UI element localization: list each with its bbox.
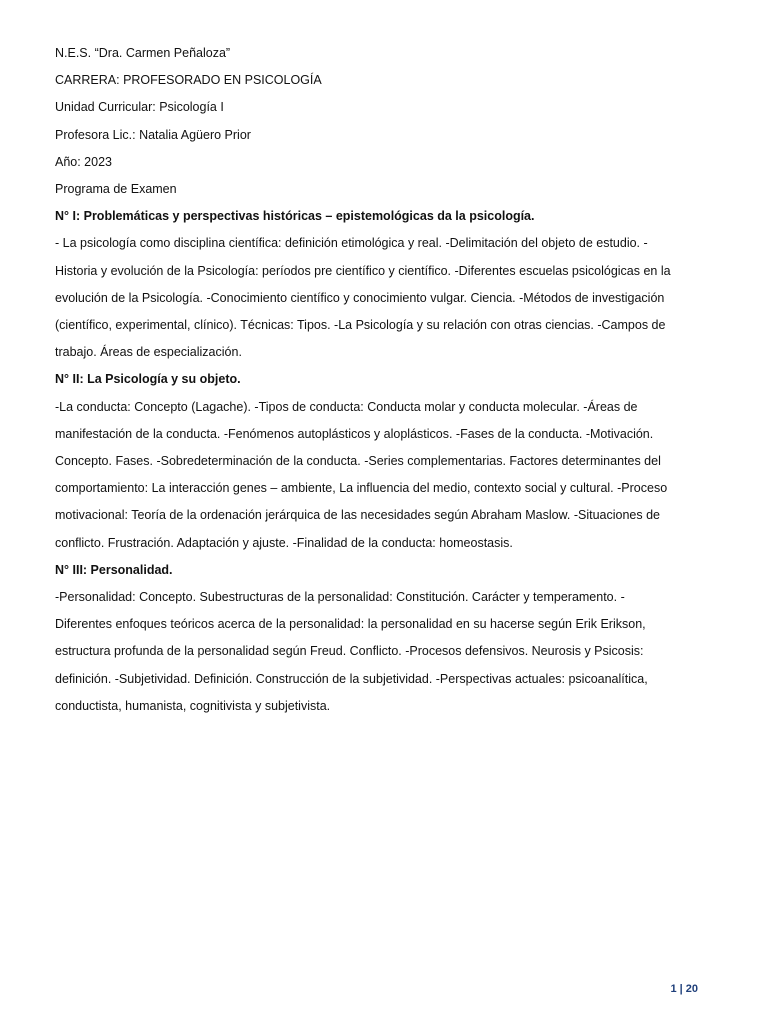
teacher-name: Profesora Lic.: Natalia Agüero Prior <box>55 127 251 142</box>
unit-2-line: motivacional: Teoría de la ordenación jerárquica de las necesidades según Abraham Maslow. -Situaciones de <box>55 508 660 523</box>
unit-1-line: (científico, experimental, clínico). Técnicas: Tipos. -La Psicología y su relación con otras ciencias. -Campos de <box>55 318 666 333</box>
curricular-unit: Unidad Curricular: Psicología I <box>55 100 224 115</box>
document-page <box>55 40 705 720</box>
unit-3-line: definición. -Subjetividad. Definición. Construcción de la subjetividad. -Perspectivas actuales: psicoanalítica, <box>55 671 648 686</box>
unit-1-line: Historia y evolución de la Psicología: períodos pre científico y científico. -Diferentes escuelas psicológicas en la <box>55 263 671 278</box>
unit-3-line: estructura profunda de la personalidad según Freud. Conflicto. -Procesos defensivos. Neurosis y Psicosis: <box>55 644 644 659</box>
institution-name: N.E.S. “Dra. Carmen Peñaloza” <box>55 46 231 60</box>
unit-2-title: N° II: La Psicología y su objeto. <box>55 372 241 387</box>
unit-2-line: Concepto. Fases. -Sobredeterminación de la conducta. -Series complementarias. Factores determinantes del <box>55 454 661 469</box>
unit-1-line: - La psicología como disciplina científica: definición etimológica y real. -Delimitación del objeto de estudio. - <box>55 236 648 251</box>
career-name: CARRERA: PROFESORADO EN PSICOLOGÍA <box>55 73 322 88</box>
unit-3-line: -Personalidad: Concepto. Subestructuras de la personalidad: Constitución. Carácter y temperamento. - <box>55 590 625 605</box>
unit-2-content <box>55 394 705 557</box>
unit-1-line: evolución de la Psicología. -Conocimiento científico y conocimiento vulgar. Ciencia. -Métodos de investigación <box>55 290 665 305</box>
unit-2-line: -La conducta: Concepto (Lagache). -Tipos de conducta: Conducta molar y conducta molecular. -Áreas de <box>55 399 638 414</box>
unit-1-line: trabajo. Áreas de especialización. <box>55 345 242 360</box>
program-title: Programa de Examen <box>55 182 177 197</box>
unit-1-title: N° I: Problemáticas y perspectivas históricas – epistemológicas da la psicología. <box>55 209 535 224</box>
unit-2-line: manifestación de la conducta. -Fenómenos autoplásticos y aloplásticos. -Fases de la conducta. -Motivación. <box>55 426 654 441</box>
page-number: 1 | 20 <box>670 983 698 995</box>
unit-1-content <box>55 230 705 366</box>
unit-3-line: Diferentes enfoques teóricos acerca de la personalidad: la personalidad en su hacerse según Erik Erikson, <box>55 617 646 632</box>
unit-2-line: conflicto. Frustración. Adaptación y ajuste. -Finalidad de la conducta: homeostasis. <box>55 535 513 550</box>
unit-3-title: N° III: Personalidad. <box>55 562 173 577</box>
unit-3-content <box>55 584 705 720</box>
unit-3-line: conductista, humanista, cognitivista y subjetivista. <box>55 698 331 713</box>
year: Año: 2023 <box>55 154 112 169</box>
unit-2-line: comportamiento: La interacción genes – ambiente, La influencia del medio, contexto social y cultural. -Proceso <box>55 481 668 496</box>
